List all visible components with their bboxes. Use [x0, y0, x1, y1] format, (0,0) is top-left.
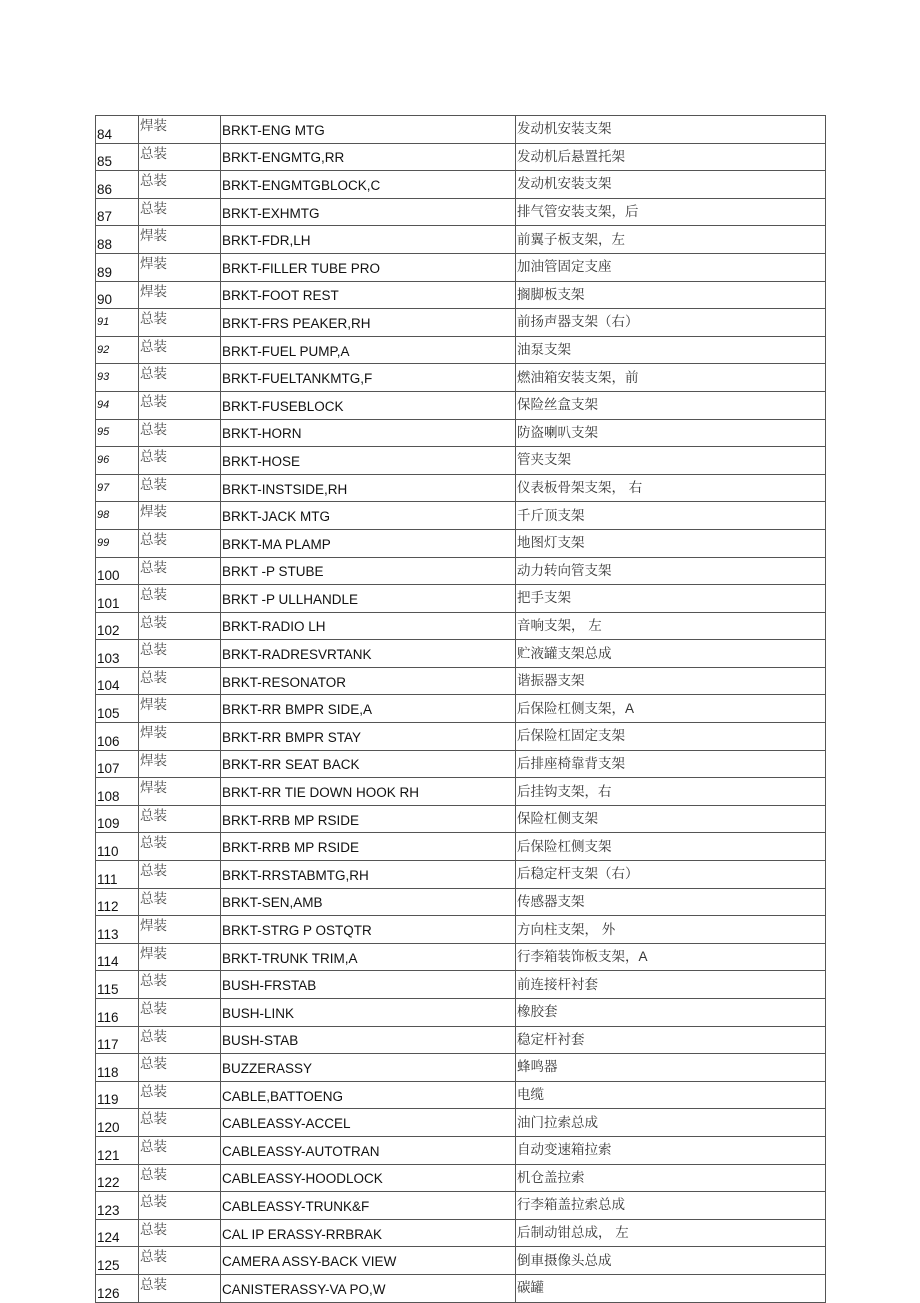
part-code-cell: CABLE,BATTOENG — [221, 1081, 516, 1109]
table-row — [96, 198, 826, 226]
row-number-cell: 116 — [96, 999, 139, 1027]
row-number-cell: 94 — [96, 391, 139, 419]
row-number-cell: 125 — [96, 1247, 139, 1275]
row-number-cell: 96 — [96, 447, 139, 475]
row-number-cell: 88 — [96, 226, 139, 254]
process-cell: 总装 — [139, 1164, 221, 1192]
table-row — [96, 640, 826, 668]
table-row — [96, 1109, 826, 1137]
process-cell: 总装 — [139, 1081, 221, 1109]
part-code-cell: BRKT-RRB MP RSIDE — [221, 833, 516, 861]
row-number-cell: 110 — [96, 833, 139, 861]
part-name-cell: 倒車摄像头总成 — [516, 1247, 826, 1275]
table-row — [96, 171, 826, 199]
row-number-cell: 89 — [96, 253, 139, 281]
part-code-cell: CAMERA ASSY-BACK VIEW — [221, 1247, 516, 1275]
part-name-cell: 前连接杆衬套 — [516, 971, 826, 999]
process-cell: 焊装 — [139, 750, 221, 778]
row-number-cell: 108 — [96, 778, 139, 806]
process-cell: 焊装 — [139, 253, 221, 281]
table-row — [96, 309, 826, 337]
part-code-cell: CANISTERASSY-VA PO,W — [221, 1274, 516, 1302]
part-code-cell: BRKT-RR BMPR STAY — [221, 723, 516, 751]
process-cell: 总装 — [139, 667, 221, 695]
table-row — [96, 1219, 826, 1247]
part-code-cell: BUSH-LINK — [221, 999, 516, 1027]
part-name-cell: 碳罐 — [516, 1274, 826, 1302]
part-code-cell: BRKT-RRB MP RSIDE — [221, 805, 516, 833]
part-code-cell: BRKT-RRSTABMTG,RH — [221, 861, 516, 889]
part-code-cell: BRKT-HOSE — [221, 447, 516, 475]
part-name-cell: 行李箱盖拉索总成 — [516, 1192, 826, 1220]
part-name-cell: 千斤顶支架 — [516, 502, 826, 530]
part-code-cell: CABLEASSY-AUTOTRAN — [221, 1136, 516, 1164]
table-row — [96, 253, 826, 281]
row-number-cell: 87 — [96, 198, 139, 226]
process-cell: 焊装 — [139, 281, 221, 309]
table-row — [96, 419, 826, 447]
table-row — [96, 888, 826, 916]
row-number-cell: 119 — [96, 1081, 139, 1109]
part-name-cell: 动力转向管支架 — [516, 557, 826, 585]
row-number-cell: 107 — [96, 750, 139, 778]
part-name-cell: 后制动钳总成， 左 — [516, 1219, 826, 1247]
part-name-cell: 发动机安装支架 — [516, 171, 826, 199]
process-cell: 总装 — [139, 1192, 221, 1220]
row-number-cell: 124 — [96, 1219, 139, 1247]
row-number-cell: 85 — [96, 143, 139, 171]
part-code-cell: BRKT-ENGMTGBLOCK,C — [221, 171, 516, 199]
part-code-cell: BRKT-INSTSIDE,RH — [221, 474, 516, 502]
part-name-cell: 后保险杠固定支架 — [516, 723, 826, 751]
part-name-cell: 前扬声器支架（右） — [516, 309, 826, 337]
table-row — [96, 1054, 826, 1082]
part-code-cell: BUZZERASSY — [221, 1054, 516, 1082]
part-code-cell: BRKT-FUSEBLOCK — [221, 391, 516, 419]
table-row — [96, 143, 826, 171]
part-name-cell: 后保险杠侧支架，A — [516, 695, 826, 723]
part-code-cell: CAL IP ERASSY-RRBRAK — [221, 1219, 516, 1247]
table-row — [96, 971, 826, 999]
part-code-cell: BRKT-RR BMPR SIDE,A — [221, 695, 516, 723]
row-number-cell: 84 — [96, 116, 139, 144]
part-code-cell: BRKT -P ULLHANDLE — [221, 585, 516, 613]
part-code-cell: BRKT-EXHMTG — [221, 198, 516, 226]
row-number-cell: 90 — [96, 281, 139, 309]
process-cell: 总装 — [139, 198, 221, 226]
row-number-cell: 101 — [96, 585, 139, 613]
process-cell: 总装 — [139, 999, 221, 1027]
process-cell: 总装 — [139, 1274, 221, 1302]
row-number-cell: 113 — [96, 916, 139, 944]
row-number-cell: 99 — [96, 529, 139, 557]
table-row — [96, 364, 826, 392]
table-row — [96, 861, 826, 889]
part-code-cell: BRKT-RADRESVRTANK — [221, 640, 516, 668]
row-number-cell: 92 — [96, 336, 139, 364]
table-body — [96, 116, 826, 1303]
process-cell: 总装 — [139, 419, 221, 447]
part-name-cell: 地图灯支架 — [516, 529, 826, 557]
row-number-cell: 112 — [96, 888, 139, 916]
row-number-cell: 103 — [96, 640, 139, 668]
part-name-cell: 仪表板骨架支架， 右 — [516, 474, 826, 502]
process-cell: 焊装 — [139, 226, 221, 254]
table-row — [96, 1164, 826, 1192]
part-code-cell: BUSH-FRSTAB — [221, 971, 516, 999]
part-code-cell: BRKT-FDR,LH — [221, 226, 516, 254]
part-code-cell: BRKT-STRG P OSTQTR — [221, 916, 516, 944]
process-cell: 总装 — [139, 971, 221, 999]
part-name-cell: 机仓盖拉索 — [516, 1164, 826, 1192]
table-row — [96, 612, 826, 640]
process-cell: 焊装 — [139, 916, 221, 944]
table-row — [96, 447, 826, 475]
row-number-cell: 98 — [96, 502, 139, 530]
process-cell: 总装 — [139, 1136, 221, 1164]
part-code-cell: BUSH-STAB — [221, 1026, 516, 1054]
process-cell: 总装 — [139, 447, 221, 475]
row-number-cell: 120 — [96, 1109, 139, 1137]
part-code-cell: CABLEASSY-HOODLOCK — [221, 1164, 516, 1192]
process-cell: 总装 — [139, 888, 221, 916]
table-row — [96, 1136, 826, 1164]
part-code-cell: BRKT -P STUBE — [221, 557, 516, 585]
part-code-cell: BRKT-RR SEAT BACK — [221, 750, 516, 778]
part-code-cell: BRKT-JACK MTG — [221, 502, 516, 530]
row-number-cell: 111 — [96, 861, 139, 889]
part-name-cell: 行李箱装饰板支架，A — [516, 943, 826, 971]
process-cell: 总装 — [139, 1247, 221, 1275]
part-name-cell: 蜂鸣器 — [516, 1054, 826, 1082]
part-name-cell: 油门拉索总成 — [516, 1109, 826, 1137]
process-cell: 总装 — [139, 474, 221, 502]
part-name-cell: 橡胶套 — [516, 999, 826, 1027]
process-cell: 总装 — [139, 336, 221, 364]
part-name-cell: 后稳定杆支架（右） — [516, 861, 826, 889]
table-row — [96, 474, 826, 502]
table-row — [96, 695, 826, 723]
process-cell: 总装 — [139, 833, 221, 861]
parts-table — [95, 115, 826, 1303]
part-code-cell: BRKT-MA PLAMP — [221, 529, 516, 557]
table-row — [96, 943, 826, 971]
part-name-cell: 音响支架， 左 — [516, 612, 826, 640]
row-number-cell: 121 — [96, 1136, 139, 1164]
process-cell: 总装 — [139, 861, 221, 889]
process-cell: 总装 — [139, 585, 221, 613]
part-name-cell: 防盗喇叭支架 — [516, 419, 826, 447]
process-cell: 总装 — [139, 529, 221, 557]
part-name-cell: 保险丝盒支架 — [516, 391, 826, 419]
row-number-cell: 91 — [96, 309, 139, 337]
process-cell: 总装 — [139, 391, 221, 419]
process-cell: 焊装 — [139, 695, 221, 723]
process-cell: 总装 — [139, 143, 221, 171]
part-name-cell: 管夹支架 — [516, 447, 826, 475]
part-name-cell: 搁脚板支架 — [516, 281, 826, 309]
table-row — [96, 1247, 826, 1275]
part-code-cell: BRKT-FILLER TUBE PRO — [221, 253, 516, 281]
process-cell: 总装 — [139, 640, 221, 668]
part-name-cell: 发动机后悬置托架 — [516, 143, 826, 171]
part-code-cell: BRKT-ENGMTG,RR — [221, 143, 516, 171]
part-name-cell: 后挂钩支架，右 — [516, 778, 826, 806]
row-number-cell: 93 — [96, 364, 139, 392]
process-cell: 焊装 — [139, 778, 221, 806]
part-name-cell: 谐振器支架 — [516, 667, 826, 695]
table-row — [96, 667, 826, 695]
row-number-cell: 102 — [96, 612, 139, 640]
part-code-cell: BRKT-SEN,AMB — [221, 888, 516, 916]
part-name-cell: 保险杠侧支架 — [516, 805, 826, 833]
table-row — [96, 1274, 826, 1302]
process-cell: 总装 — [139, 1219, 221, 1247]
table-row — [96, 805, 826, 833]
table-row — [96, 502, 826, 530]
process-cell: 总装 — [139, 805, 221, 833]
part-code-cell: CABLEASSY-ACCEL — [221, 1109, 516, 1137]
table-row — [96, 723, 826, 751]
process-cell: 焊装 — [139, 943, 221, 971]
table-row — [96, 833, 826, 861]
part-code-cell: BRKT-ENG MTG — [221, 116, 516, 144]
row-number-cell: 117 — [96, 1026, 139, 1054]
process-cell: 焊装 — [139, 116, 221, 144]
part-code-cell: BRKT-FRS PEAKER,RH — [221, 309, 516, 337]
process-cell: 焊装 — [139, 723, 221, 751]
part-name-cell: 后保险杠侧支架 — [516, 833, 826, 861]
part-name-cell: 发动机安装支架 — [516, 116, 826, 144]
process-cell: 总装 — [139, 1109, 221, 1137]
table-row — [96, 1026, 826, 1054]
row-number-cell: 122 — [96, 1164, 139, 1192]
part-name-cell: 传感器支架 — [516, 888, 826, 916]
part-name-cell: 油泵支架 — [516, 336, 826, 364]
process-cell: 总装 — [139, 612, 221, 640]
row-number-cell: 115 — [96, 971, 139, 999]
row-number-cell: 106 — [96, 723, 139, 751]
part-name-cell: 自动变速箱拉索 — [516, 1136, 826, 1164]
row-number-cell: 114 — [96, 943, 139, 971]
part-code-cell: BRKT-FUELTANKMTG,F — [221, 364, 516, 392]
row-number-cell: 126 — [96, 1274, 139, 1302]
table-row — [96, 557, 826, 585]
part-code-cell: CABLEASSY-TRUNK&F — [221, 1192, 516, 1220]
process-cell: 总装 — [139, 171, 221, 199]
part-name-cell: 方向柱支架， 外 — [516, 916, 826, 944]
part-name-cell: 后排座椅靠背支架 — [516, 750, 826, 778]
part-code-cell: BRKT-TRUNK TRIM,A — [221, 943, 516, 971]
table-row — [96, 281, 826, 309]
row-number-cell: 86 — [96, 171, 139, 199]
table-row — [96, 778, 826, 806]
row-number-cell: 109 — [96, 805, 139, 833]
part-code-cell: BRKT-RR TIE DOWN HOOK RH — [221, 778, 516, 806]
table-row — [96, 585, 826, 613]
part-code-cell: BRKT-RADIO LH — [221, 612, 516, 640]
table-row — [96, 1192, 826, 1220]
part-code-cell: BRKT-FUEL PUMP,A — [221, 336, 516, 364]
row-number-cell: 97 — [96, 474, 139, 502]
process-cell: 焊装 — [139, 502, 221, 530]
part-name-cell: 加油管固定支座 — [516, 253, 826, 281]
table-row — [96, 1081, 826, 1109]
process-cell: 总装 — [139, 557, 221, 585]
part-code-cell: BRKT-RESONATOR — [221, 667, 516, 695]
part-name-cell: 把手支架 — [516, 585, 826, 613]
table-row — [96, 116, 826, 144]
part-code-cell: BRKT-HORN — [221, 419, 516, 447]
part-name-cell: 贮液罐支架总成 — [516, 640, 826, 668]
table-row — [96, 750, 826, 778]
part-name-cell: 稳定杆衬套 — [516, 1026, 826, 1054]
process-cell: 总装 — [139, 1054, 221, 1082]
row-number-cell: 123 — [96, 1192, 139, 1220]
row-number-cell: 105 — [96, 695, 139, 723]
row-number-cell: 104 — [96, 667, 139, 695]
row-number-cell: 118 — [96, 1054, 139, 1082]
table-row — [96, 226, 826, 254]
table-row — [96, 336, 826, 364]
process-cell: 总装 — [139, 1026, 221, 1054]
part-name-cell: 燃油箱安装支架，前 — [516, 364, 826, 392]
row-number-cell: 95 — [96, 419, 139, 447]
row-number-cell: 100 — [96, 557, 139, 585]
table-row — [96, 999, 826, 1027]
table-row — [96, 391, 826, 419]
process-cell: 总装 — [139, 309, 221, 337]
part-name-cell: 电缆 — [516, 1081, 826, 1109]
table-row — [96, 916, 826, 944]
part-name-cell: 前翼子板支架，左 — [516, 226, 826, 254]
table-row — [96, 529, 826, 557]
part-code-cell: BRKT-FOOT REST — [221, 281, 516, 309]
part-name-cell: 排气管安装支架，后 — [516, 198, 826, 226]
process-cell: 总装 — [139, 364, 221, 392]
